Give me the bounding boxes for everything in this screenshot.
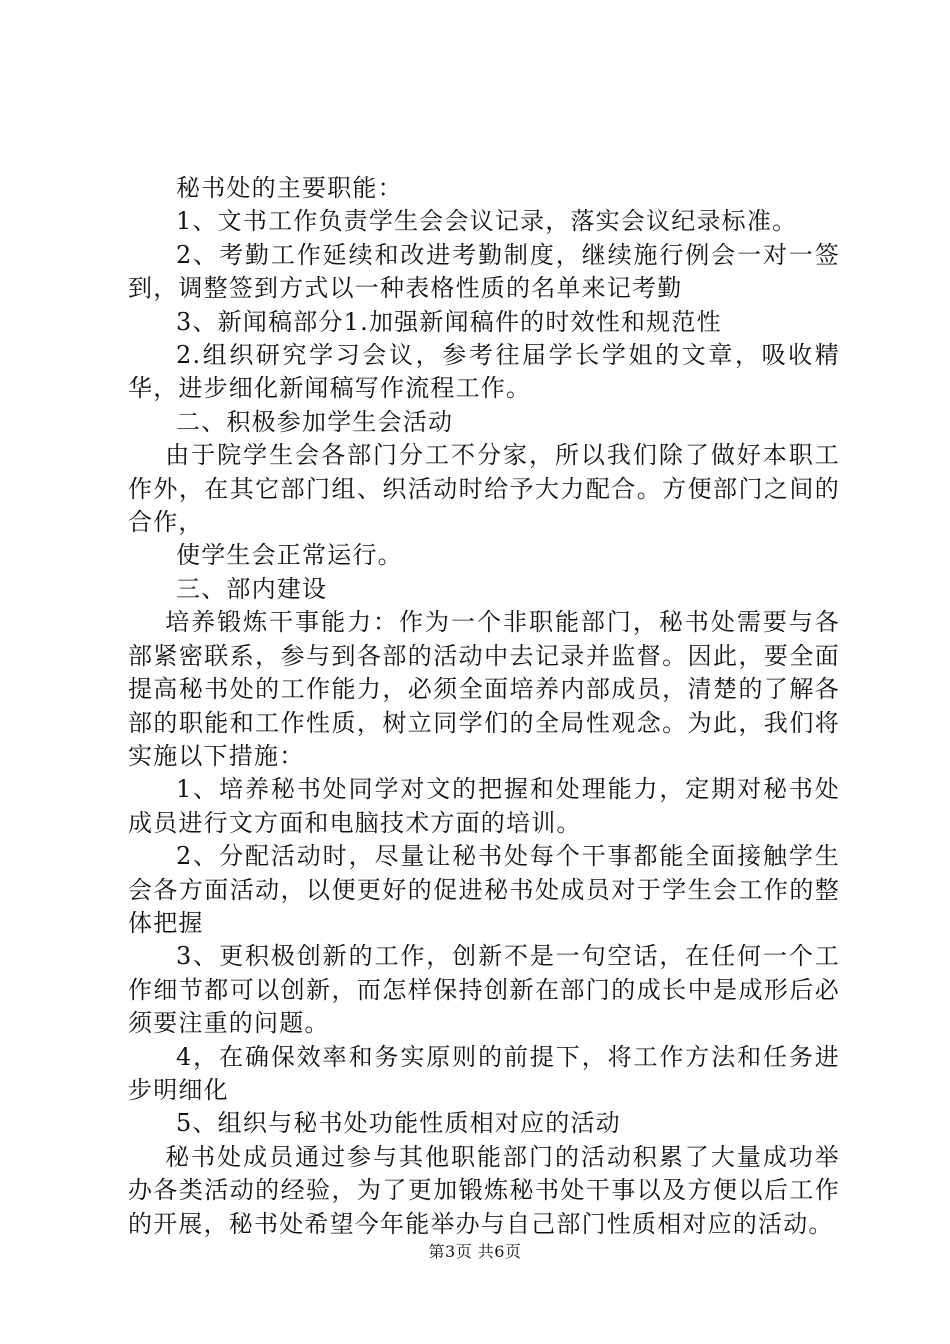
paragraph-measure-5: 5、组织与秘书处功能性质相对应的活动 — [176, 1109, 621, 1138]
paragraph-measure-3: 3、更积极创新的工作，创新不是一句空话，在任何一个工作细节都可以创新，而怎样保持创新在部门的成长中是成形后必须要注重的问题。 — [128, 942, 840, 1038]
paragraph-item-2: 2、考勤工作延续和改进考勤制度，继续施行例会一对一签到，调整签到方式以一种表格性质的名单来记考勤 — [128, 240, 840, 303]
page-number-footer: 第3页 共6页 — [428, 1242, 522, 1261]
paragraph-activity-plan: 秘书处成员通过参与其他职能部门的活动积累了大量成功举办各类活动的经验，为了更加锻炼秘书处干事以及方便以后工作的开展，秘书处希望今年能举办与自己部门性质相对应的活动。 — [128, 1142, 840, 1238]
paragraph-item-3: 3、新闻稿部分1.加强新闻稿件的时效性和规范性 — [176, 307, 722, 336]
paragraph-training: 培养锻炼干事能力：作为一个非职能部门，秘书处需要与各部紧密联系，参与到各部的活动中去记录并监督。因此，要全面提高秘书处的工作能力，必须全面培养内部成员，清楚的了解各部的职能和工作性质，树立同学们的全局性观念。为此，我们将实施以下措施： — [128, 608, 840, 770]
paragraph-measure-2: 2、分配活动时，尽量让秘书处每个干事都能全面接触学生会各方面活动，以便更好的促进秘书处成员对于学生会工作的整体把握 — [128, 842, 840, 937]
paragraph-heading-functions: 秘书处的主要职能： — [176, 174, 403, 202]
document-body — [128, 172, 840, 1241]
section-heading-3: 三、部内建设 — [176, 574, 328, 603]
paragraph-item-3-2: 2.组织研究学习会议，参考往届学长学姐的文章，吸收精华，进步细化新闻稿写作流程工作。 — [128, 341, 840, 403]
paragraph-measure-4: 4，在确保效率和务实原则的前提下，将工作方法和任务进步明细化 — [128, 1042, 840, 1104]
section-heading-2: 二、积极参加学生会活动 — [176, 407, 454, 436]
paragraph-measure-1: 1、培养秘书处同学对文的把握和处理能力，定期对秘书处成员进行文方面和电脑技术方面的培训。 — [128, 775, 840, 837]
paragraph-cooperation: 由于院学生会各部门分工不分家，所以我们除了做好本职工作外，在其它部门组、织活动时给予大力配合。方便部门之间的合作， — [128, 441, 840, 537]
paragraph-item-1: 1、文书工作负责学生会会议记录，落实会议纪录标准。 — [176, 207, 798, 236]
paragraph-normal-operation: 使学生会正常运行。 — [176, 541, 403, 570]
